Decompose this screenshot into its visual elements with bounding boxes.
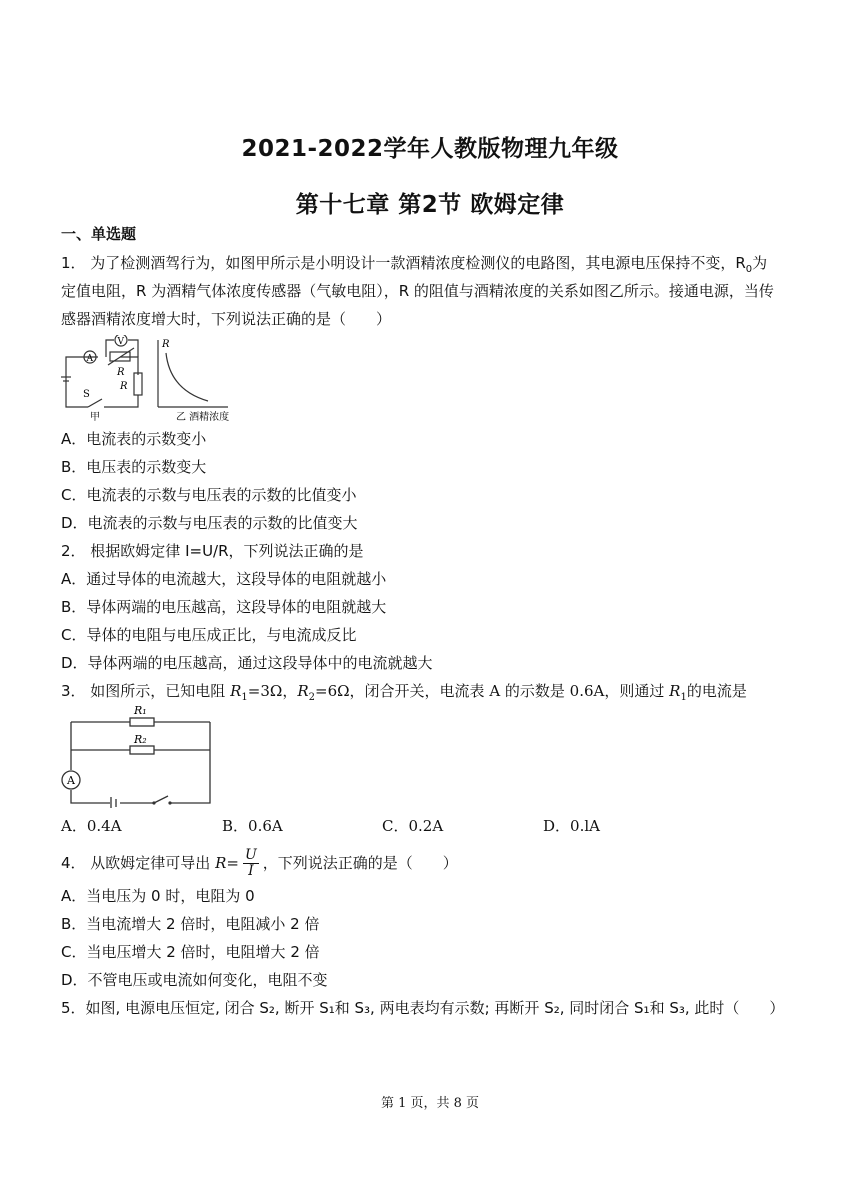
q2-option-a: A．通过导体的电流越大，这段导体的电阻就越小 (61, 570, 387, 588)
q4-option-a: A．当电压为 0 时，电阻为 0 (61, 887, 255, 905)
q1-option-d: D．电流表的示数与电压表的示数的比值变大 (61, 514, 358, 532)
q1-fig-caption-right: 乙 酒精浓度 (176, 412, 230, 423)
q3-stem-end: 的电流是 (686, 682, 747, 700)
q4-formula-denominator: I (248, 863, 254, 879)
q1-fig-sensor-label: R (117, 367, 125, 378)
page-footer: 第 1 页，共 8 页 (380, 1096, 480, 1111)
q3-fig-ammeter-label: A (67, 774, 75, 787)
q1-option-a: A．电流表的示数变小 (61, 430, 207, 448)
q4-formula-fraction (243, 848, 259, 879)
q5-stem: 5．如图, 电源电压恒定, 闭合 S₂, 断开 S₁和 S₃, 两电表均有示数; 再断开 S₂, 同时闭合 S₁和 S₃, 此时（ ） (61, 999, 785, 1017)
q4-stem-start: 4． 从欧姆定律可导出 (61, 854, 216, 872)
q4-option-d: D．不管电压或电流如何变化，电阻不变 (61, 971, 328, 989)
q3-option-d: D．0.lA (543, 817, 600, 835)
q3-r1-ref: R (669, 682, 681, 700)
q1-fig-caption-left: 甲 (90, 412, 100, 423)
q3-r1-sub: 1 (241, 692, 248, 703)
q4-stem-end: ，下列说法正确的是（ ） (262, 854, 458, 872)
q3-option-b: B．0.6A (222, 817, 283, 835)
q2-stem: 2． 根据欧姆定律 I=U/R，下列说法正确的是 (61, 542, 364, 560)
q3-r1-value: =3Ω， (247, 682, 298, 700)
q1-line1-end: 为 (752, 254, 768, 272)
q3-option-a: A．0.4A (61, 817, 122, 835)
document-title: 2021-2022学年人教版物理九年级 (241, 136, 619, 162)
q1-fig-voltmeter-label: V (117, 337, 124, 347)
q4-stem (61, 848, 458, 879)
q2-option-b: B．导体两端的电压越高，这段导体的电阻就越大 (61, 598, 387, 616)
q1-stem-line2: 定值电阻，R 为酒精气体浓度传感器（气敏电阻），R 的阻值与酒精浓度的关系如图乙所示。接通电源，当传 (61, 282, 774, 300)
q4-formula-lhs: R= (215, 854, 239, 872)
q3-r1-ref-sub: 1 (680, 692, 687, 703)
q1-line1-text: 1． 为了检测酒驾行为，如图甲所示是小明设计一款酒精浓度检测仪的电路图，其电源电压保持不变，R (61, 254, 746, 272)
q1-fig-switch-label: S (83, 389, 90, 400)
q3-stem-start: 3． 如图所示，已知电阻 (61, 682, 231, 700)
q1-stem-line3: 感器酒精浓度增大时，下列说法正确的是（ ） (61, 310, 392, 328)
q1-option-c: C．电流表的示数与电压表的示数的比值变小 (61, 486, 357, 504)
q2-option-d: D．导体两端的电压越高，通过这段导体中的电流就越大 (61, 654, 433, 672)
q3-fig-r1-label: R₁ (134, 704, 147, 717)
q3-r1: R (230, 682, 242, 700)
q4-formula-numerator: U (244, 847, 257, 863)
q2-option-c: C．导体的电阻与电压成正比，与电流成反比 (61, 626, 357, 644)
q1-fig-resistor-label: R (120, 381, 128, 392)
q1-stem-line1 (61, 252, 767, 281)
q3-figure (58, 702, 214, 808)
q4-option-c: C．当电压增大 2 倍时，电阻增大 2 倍 (61, 943, 320, 961)
section-heading: 一、单选题 (61, 225, 137, 243)
q1-figure (58, 335, 258, 423)
q3-r2-sub: 2 (308, 692, 315, 703)
q3-fig-r2-label: R₂ (134, 733, 147, 746)
q1-option-b: B．电压表的示数变大 (61, 458, 207, 476)
q4-option-b: B．当电流增大 2 倍时，电阻减小 2 倍 (61, 915, 320, 933)
q1-fig-ammeter-label: A (86, 354, 93, 364)
q3-r2-value: =6Ω，闭合开关，电流表 A 的示数是 0.6A，则通过 (315, 682, 670, 700)
chapter-subtitle: 第十七章 第2节 欧姆定律 (295, 192, 565, 218)
q1-fig-graph-ylabel: R (162, 339, 170, 350)
q3-option-c: C．0.2A (382, 817, 444, 835)
q1-line1-sub: 0 (745, 264, 753, 275)
q3-r2: R (297, 682, 309, 700)
